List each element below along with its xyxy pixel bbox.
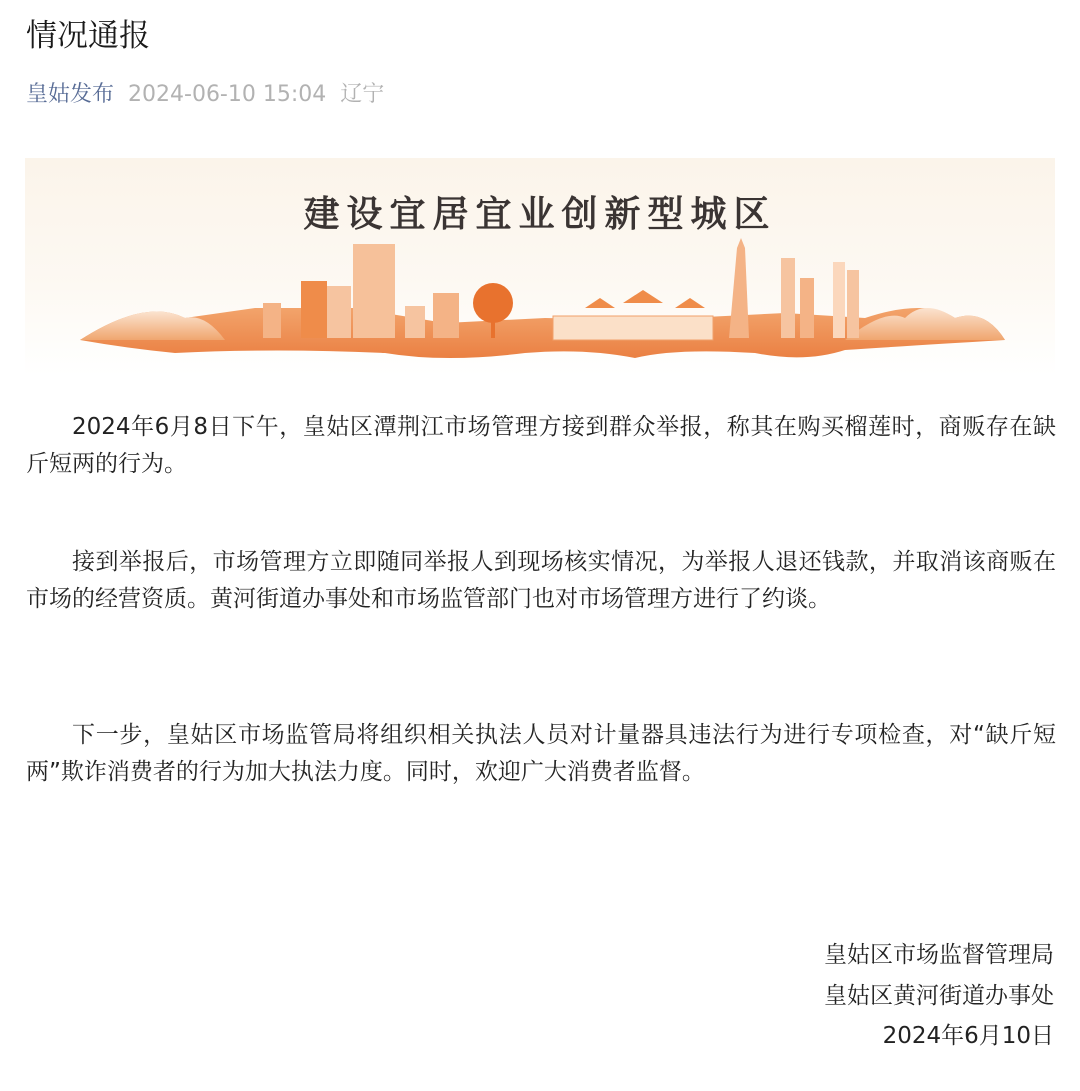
source-account-link[interactable]: 皇姑发布 xyxy=(26,82,115,107)
paragraph-3: 下一步，皇姑区市场监管局将组织相关执法人员对计量器具违法行为进行专项检查，对“缺斤短两”欺诈消费者的行为加大执法力度。同时，欢迎广大消费者监督。 xyxy=(26,722,1056,785)
location: 辽宁 xyxy=(340,82,385,107)
signature-office: 皇姑区黄河街道办事处 xyxy=(824,983,1054,1009)
banner-slogan: 建设宜居宜业创新型城区 xyxy=(303,194,777,235)
article-title: 情况通报 xyxy=(26,18,150,54)
publish-time: 2024-06-10 15:04 xyxy=(128,82,327,107)
paragraph-2: 接到举报后，市场管理方立即随同举报人到现场核实情况，为举报人退还钱款，并取消该商贩在市场的经营资质。黄河街道办事处和市场监管部门也对市场管理方进行了约谈。 xyxy=(26,549,1056,612)
signature-date: 2024年6月10日 xyxy=(882,1023,1054,1049)
banner-image xyxy=(25,158,1055,375)
paragraph-1: 2024年6月8日下午，皇姑区潭荆江市场管理方接到群众举报，称其在购买榴莲时，商贩存在缺斤短两的行为。 xyxy=(26,414,1056,477)
article-meta xyxy=(26,80,384,110)
signature-bureau: 皇姑区市场监督管理局 xyxy=(824,942,1054,968)
